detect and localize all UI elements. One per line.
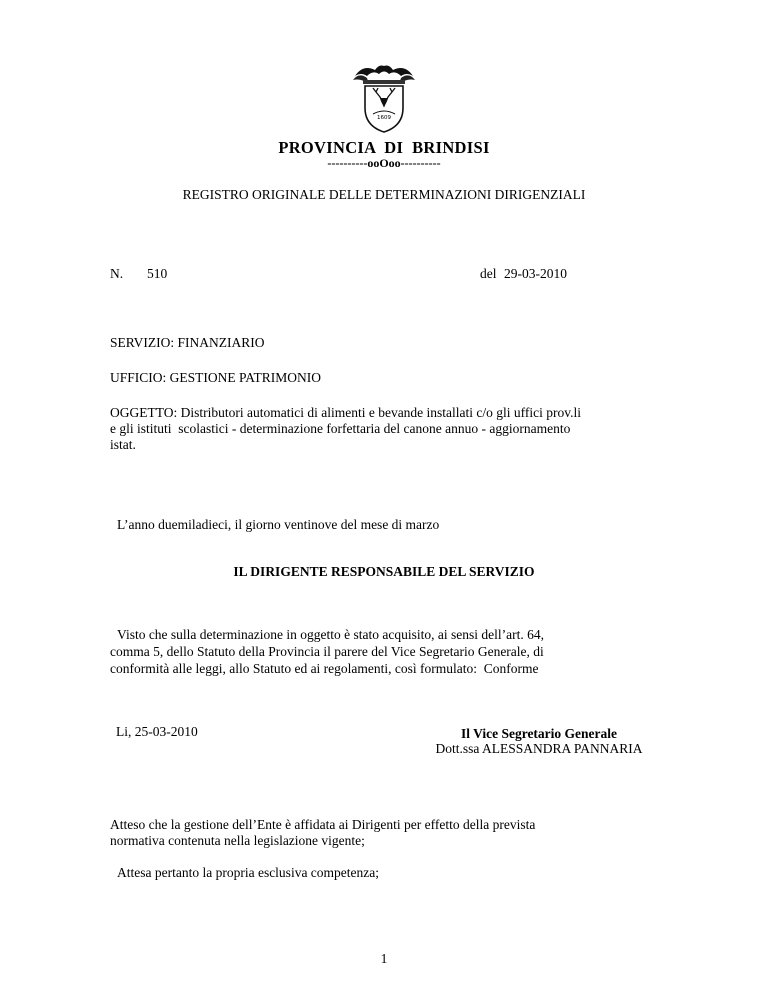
header-ornament: ----------ooOoo---------- xyxy=(327,156,441,170)
servizio-line: SERVIZIO: FINANZIARIO xyxy=(110,335,265,350)
signer-role-text: Il Vice Segretario Generale xyxy=(460,726,618,741)
oggetto-line-2: e gli istituti scolastici - determinazione forfettaria del canone annuo - aggiornamento xyxy=(110,421,571,436)
section-heading xyxy=(0,563,768,580)
province-title: PROVINCIA DI BRINDISI xyxy=(278,138,490,157)
section-heading-text: IL DIRIGENTE RESPONSABILE DEL SERVIZIO xyxy=(233,564,535,579)
signer-name: Dott.ssa ALESSANDRA PANNARIA xyxy=(435,741,643,756)
date-value: 29-03-2010 xyxy=(504,266,567,281)
visto-line-3: conformità alle leggi, allo Statuto ed ai regolamenti, così formulato: Conforme xyxy=(110,661,539,676)
attesa-line: Attesa pertanto la propria esclusiva competenza; xyxy=(117,865,380,880)
crest-emblem-icon xyxy=(349,62,419,136)
date-label: del xyxy=(480,266,497,281)
number-label: N. xyxy=(110,266,124,281)
crest-date: 1609 xyxy=(377,115,391,121)
visto-line-2: comma 5, dello Statuto della Provincia il parere del Vice Segretario Generale, di xyxy=(110,644,544,659)
oggetto-line-3: istat. xyxy=(110,437,136,452)
number-value: 510 xyxy=(147,266,168,281)
place-date: Li, 25-03-2010 xyxy=(116,724,198,739)
intro-line: L’anno duemiladieci, il giorno ventinove del mese di marzo xyxy=(117,517,440,532)
atteso-line-1: Atteso che la gestione dell’Ente è affidata ai Dirigenti per effetto della prevista xyxy=(110,817,536,832)
ufficio-line: UFFICIO: GESTIONE PATRIMONIO xyxy=(110,370,322,385)
atteso-line-2: normativa contenuta nella legislazione vigente; xyxy=(110,833,365,848)
register-title: REGISTRO ORIGINALE DELLE DETERMINAZIONI DIRIGENZIALI xyxy=(182,187,586,202)
oggetto-line-1: OGGETTO: Distributori automatici di alimenti e bevande installati c/o gli uffici prov.li xyxy=(110,405,582,420)
province-crest xyxy=(349,62,419,136)
visto-line-1: Visto che sulla determinazione in oggetto è stato acquisito, ai sensi dell’art. 64, xyxy=(117,627,544,642)
page-number: 1 xyxy=(380,951,388,966)
